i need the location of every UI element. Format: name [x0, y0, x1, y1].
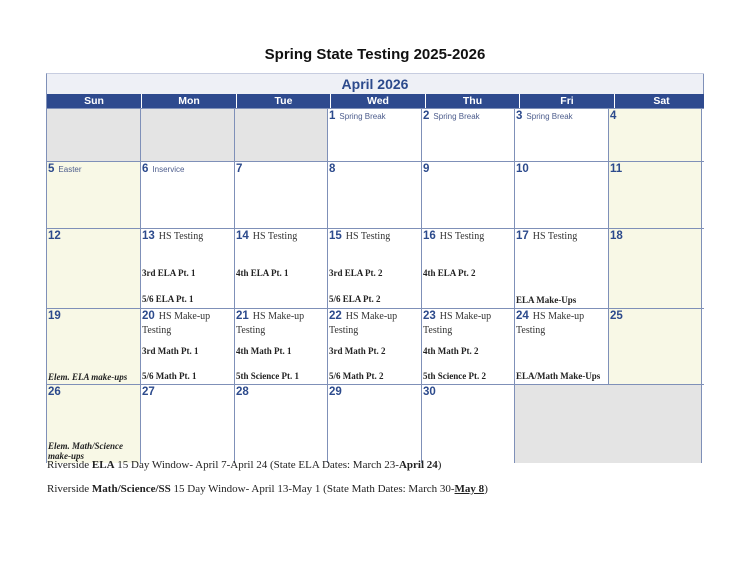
day-number: 26: [48, 386, 61, 398]
empty-day-cell: [141, 109, 235, 161]
calendar-grid: [47, 108, 704, 463]
day-header: [142, 229, 232, 243]
day-header: [236, 162, 325, 175]
day-header: [423, 309, 512, 337]
day-cell-28: [235, 385, 328, 463]
testing-label: HS Testing: [439, 231, 485, 242]
day-header: [610, 109, 699, 122]
day-header: [142, 385, 232, 398]
day-number: 19: [48, 310, 61, 322]
day-number: 3: [516, 110, 523, 122]
week-row: [47, 308, 704, 384]
test-session: 3rd ELA Pt. 1: [142, 268, 196, 278]
day-header: [516, 229, 606, 243]
testing-label: HS Make-up Testing: [423, 311, 492, 336]
day-number: 10: [516, 163, 529, 175]
makeup-label: ELA/Math Make-Ups: [516, 371, 601, 381]
day-number: 15: [329, 230, 342, 242]
day-cell-3: [515, 109, 609, 161]
weekday-fri: Fri: [520, 94, 615, 108]
empty-day-cell: [235, 109, 328, 161]
day-cell-1: [328, 109, 422, 161]
testing-label: HS Testing: [345, 231, 391, 242]
day-number: 14: [236, 230, 249, 242]
day-cell-11: [609, 162, 702, 228]
day-note: Spring Break: [526, 112, 573, 121]
makeup-note: Elem. ELA make-ups: [48, 372, 128, 382]
test-session: 3rd ELA Pt. 2: [329, 268, 383, 278]
day-cell-29: [328, 385, 422, 463]
day-cell-19: [47, 309, 141, 384]
weekday-mon: Mon: [142, 94, 237, 108]
day-header: [236, 229, 325, 243]
day-header: [329, 162, 419, 175]
day-cell-20: [141, 309, 235, 384]
day-header: [142, 309, 232, 337]
day-header: [423, 229, 512, 243]
day-header: [610, 309, 699, 322]
page-title: Spring State Testing 2025-2026: [264, 46, 486, 63]
testing-label: HS Make-up Testing: [236, 311, 305, 336]
test-session: 5/6 Math Pt. 1: [142, 371, 197, 381]
day-number: 20: [142, 310, 155, 322]
weekday-sat: Sat: [615, 94, 709, 108]
day-cell-12: [47, 229, 141, 308]
weekday-sun: Sun: [47, 94, 142, 108]
test-session: 4th Math Pt. 1: [236, 346, 292, 356]
testing-label: HS Make-up Testing: [329, 311, 398, 336]
day-cell-7: [235, 162, 328, 228]
day-number: 5: [48, 163, 55, 175]
test-session: 4th Math Pt. 2: [423, 346, 479, 356]
day-number: 12: [48, 230, 61, 242]
test-session: 3rd Math Pt. 1: [142, 346, 199, 356]
day-cell-4: [609, 109, 702, 161]
day-cell-9: [422, 162, 515, 228]
testing-label: HS Make-up Testing: [142, 311, 211, 336]
day-header: [423, 385, 512, 398]
day-cell-24: [515, 309, 609, 384]
day-note: Spring Break: [433, 112, 480, 121]
day-number: 2: [423, 110, 430, 122]
day-cell-8: [328, 162, 422, 228]
test-session: 4th ELA Pt. 2: [423, 268, 476, 278]
day-cell-21: [235, 309, 328, 384]
day-cell-18: [609, 229, 702, 308]
testing-label: HS Testing: [252, 231, 298, 242]
day-number: 8: [329, 163, 336, 175]
ela-window-note: Riverside ELA 15 Day Window- April 7-April 24 (State ELA Dates: March 23-April 24): [47, 459, 442, 471]
day-number: 21: [236, 310, 249, 322]
day-number: 24: [516, 310, 529, 322]
day-header: [329, 229, 419, 243]
day-header: [516, 162, 606, 175]
testing-label: HS Testing: [532, 231, 578, 242]
day-cell-27: [141, 385, 235, 463]
day-number: 7: [236, 163, 243, 175]
day-note: Spring Break: [339, 112, 386, 121]
day-number: 18: [610, 230, 623, 242]
calendar: [46, 73, 704, 463]
day-number: 13: [142, 230, 155, 242]
day-cell-17: [515, 229, 609, 308]
test-session: 5/6 ELA Pt. 1: [142, 294, 194, 304]
test-session: 3rd Math Pt. 2: [329, 346, 386, 356]
weekday-tue: Tue: [237, 94, 331, 108]
testing-label: HS Testing: [158, 231, 204, 242]
day-cell-13: [141, 229, 235, 308]
test-session: 5/6 Math Pt. 2: [329, 371, 384, 381]
day-cell-22: [328, 309, 422, 384]
day-cell-10: [515, 162, 609, 228]
day-header: [610, 229, 699, 242]
day-header: [329, 385, 419, 398]
empty-day-cell: [515, 385, 702, 463]
day-cell-6: [141, 162, 235, 228]
weekday-header: [47, 94, 704, 108]
day-cell-5: [47, 162, 141, 228]
day-cell-2: [422, 109, 515, 161]
day-header: [516, 309, 606, 337]
day-number: 23: [423, 310, 436, 322]
day-header: [610, 162, 699, 175]
day-number: 27: [142, 386, 155, 398]
day-cell-23: [422, 309, 515, 384]
day-number: 25: [610, 310, 623, 322]
day-number: 29: [329, 386, 342, 398]
day-header: [329, 309, 419, 337]
test-session: 5th Science Pt. 1: [236, 371, 299, 381]
day-cell-16: [422, 229, 515, 308]
test-session: 4th ELA Pt. 1: [236, 268, 289, 278]
week-row: [47, 384, 704, 463]
day-cell-14: [235, 229, 328, 308]
day-header: [142, 162, 232, 176]
weekday-thu: Thu: [426, 94, 520, 108]
day-header: [423, 162, 512, 175]
day-cell-30: [422, 385, 515, 463]
day-header: [516, 109, 606, 123]
test-session: 5/6 ELA Pt. 2: [329, 294, 381, 304]
day-header: [48, 229, 138, 242]
week-row: [47, 161, 704, 228]
day-number: 4: [610, 110, 617, 122]
day-header: [236, 385, 325, 398]
day-header: [423, 109, 512, 123]
makeup-note: Elem. Math/Science make-ups: [48, 441, 123, 461]
testing-label: HS Make-up Testing: [516, 311, 585, 336]
day-cell-25: [609, 309, 702, 384]
day-number: 16: [423, 230, 436, 242]
day-note: Inservice: [152, 165, 185, 174]
day-header: [48, 385, 138, 398]
day-header: [329, 109, 419, 123]
week-row: [47, 228, 704, 308]
day-cell-26: [47, 385, 141, 463]
day-number: 1: [329, 110, 336, 122]
math-window-note: Riverside Math/Science/SS 15 Day Window- April 13-May 1 (State Math Dates: March 30-May 8): [47, 483, 488, 495]
day-header: [236, 309, 325, 337]
day-number: 9: [423, 163, 430, 175]
week-row: [47, 108, 704, 161]
weekday-wed: Wed: [331, 94, 426, 108]
day-number: 30: [423, 386, 436, 398]
month-title: April 2026: [47, 74, 704, 94]
day-number: 17: [516, 230, 529, 242]
day-number: 6: [142, 163, 149, 175]
empty-day-cell: [47, 109, 141, 161]
test-session: 5th Science Pt. 2: [423, 371, 486, 381]
day-cell-15: [328, 229, 422, 308]
day-number: 28: [236, 386, 249, 398]
makeup-label: ELA Make-Ups: [516, 295, 577, 305]
day-note: Easter: [58, 165, 82, 174]
day-header: [48, 309, 138, 322]
day-number: 22: [329, 310, 342, 322]
day-header: [48, 162, 138, 176]
day-number: 11: [610, 163, 623, 175]
